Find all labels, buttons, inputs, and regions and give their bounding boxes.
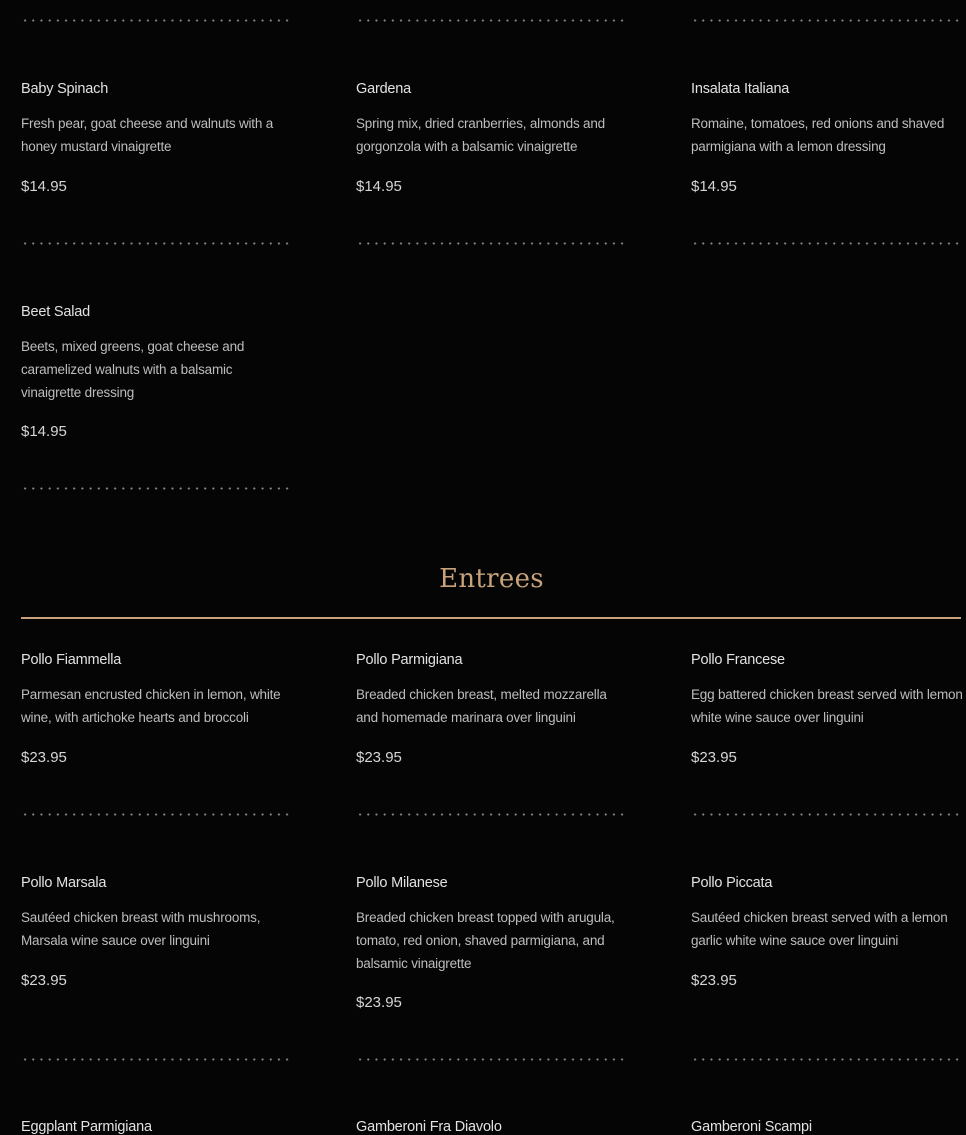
item-description: Parmesan encrusted chicken in lemon, white wine, with artichoke hearts and broccoli [21,687,281,725]
dotted-divider [356,19,628,22]
dotted-divider [356,242,628,245]
item-name: Pollo Fiammella [21,652,122,668]
item-name: Eggplant Parmigiana [21,1119,152,1135]
item-name: Baby Spinach [21,81,109,97]
dotted-divider [691,1058,963,1061]
dotted-divider [691,242,963,245]
item-description: Romaine, tomatoes, red onions and shaved parmigiana with a lemon dressing [691,116,945,154]
item-description: Breaded chicken breast topped with arugula, tomato, red onion, shaved parmigiana, and balsamic vinaigrette [356,910,615,971]
dotted-divider [21,813,293,816]
item-price: $14.95 [356,178,402,195]
dotted-divider [691,813,963,816]
item-price: $23.95 [691,972,737,989]
item-name: Pollo Marsala [21,875,107,891]
dotted-divider [21,19,293,22]
dotted-divider [21,242,293,245]
item-price: $23.95 [356,749,402,766]
item-name: Pollo Piccata [691,875,773,891]
item-price: $14.95 [21,423,67,440]
section-divider [21,617,961,619]
item-name: Gardena [356,81,412,97]
item-price: $14.95 [21,178,67,195]
item-name: Insalata Italiana [691,81,790,97]
dotted-divider [691,19,963,22]
item-name: Gamberoni Fra Diavolo [356,1119,502,1135]
item-name: Pollo Milanese [356,875,448,891]
item-price: $23.95 [691,749,737,766]
section-title-entrees: Entrees [439,564,544,594]
item-price: $14.95 [691,178,737,195]
item-price: $23.95 [21,749,67,766]
item-name: Beet Salad [21,304,90,320]
item-description: Sautéed chicken breast with mushrooms, Marsala wine sauce over linguini [21,910,261,948]
item-price: $23.95 [356,994,402,1011]
item-name: Pollo Parmigiana [356,652,463,668]
item-description: Fresh pear, goat cheese and walnuts with a honey mustard vinaigrette [21,116,274,154]
dotted-divider [21,1058,293,1061]
item-name: Pollo Francese [691,652,785,668]
item-price: $23.95 [21,972,67,989]
dotted-divider [21,487,293,490]
dotted-divider [356,1058,628,1061]
item-description: Egg battered chicken breast served with lemon white wine sauce over linguini [691,687,963,725]
dotted-divider [356,813,628,816]
item-description: Spring mix, dried cranberries, almonds and gorgonzola with a balsamic vinaigrette [356,116,605,154]
item-name: Gamberoni Scampi [691,1119,812,1135]
item-description: Beets, mixed greens, goat cheese and caramelized walnuts with a balsamic vinaigrette dressing [21,339,245,400]
item-description: Sautéed chicken breast served with a lemon garlic white wine sauce over linguini [691,910,948,948]
item-description: Breaded chicken breast, melted mozzarella and homemade marinara over linguini [356,687,607,725]
